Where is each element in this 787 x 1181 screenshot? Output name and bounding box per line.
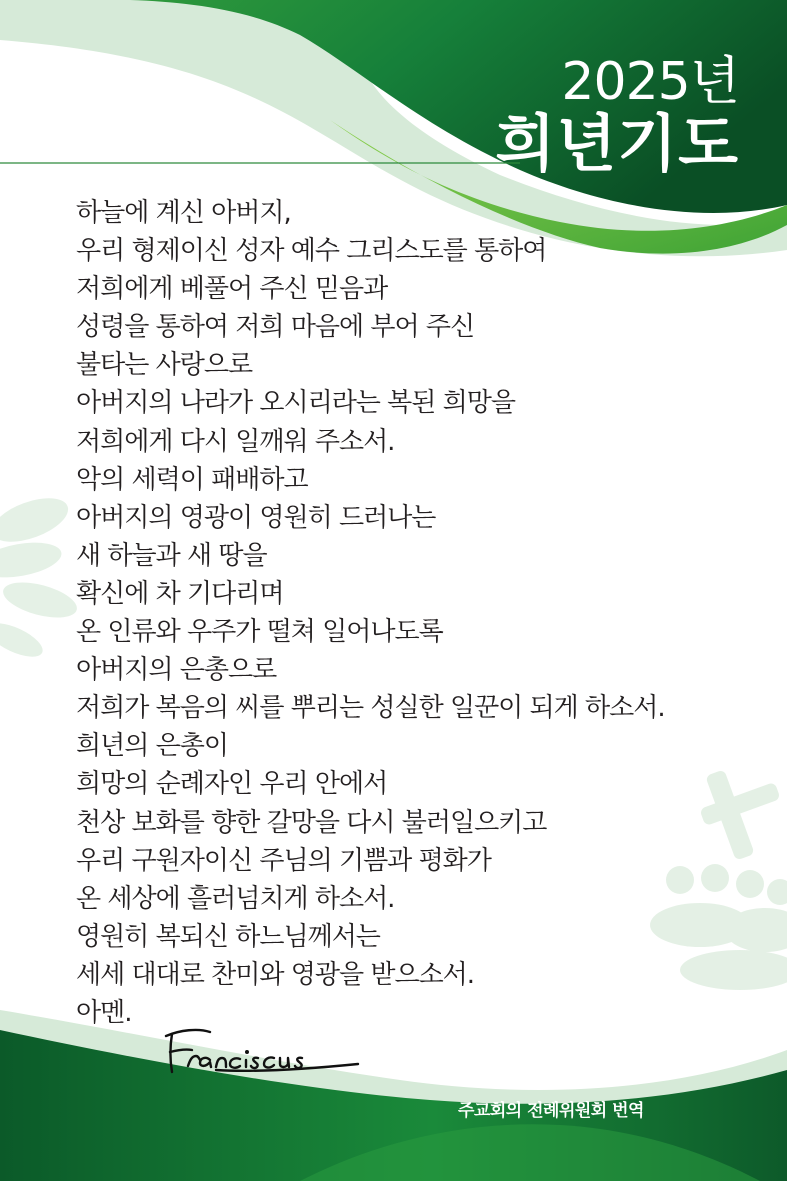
prayer-line: 하늘에 계신 아버지, <box>76 198 291 228</box>
prayer-text <box>76 194 756 1032</box>
signature-image <box>158 1024 398 1084</box>
prayer-line: 저희에게 다시 일깨워 주소서. <box>76 426 395 457</box>
prayer-line: 희년의 은총이 <box>76 731 228 762</box>
prayer-line: 천상 보화를 향한 갈망을 다시 불러일으키고 <box>76 807 547 838</box>
prayer-line: 세세 대대로 찬미와 영광을 받으소서. <box>76 959 475 990</box>
prayer-line: 우리 구원자이신 주님의 기쁨과 평화가 <box>76 845 491 876</box>
page-title: 희년기도 <box>495 107 739 180</box>
prayer-line: 저희가 복음의 씨를 뿌리는 성실한 일꾼이 되게 하소서. <box>76 693 665 724</box>
prayer-line: 우리 형제이신 성자 예수 그리스도를 통하여 <box>76 236 547 267</box>
prayer-line: 저희에게 베풀어 주신 믿음과 <box>76 274 388 305</box>
prayer-line: 희망의 순례자인 우리 안에서 <box>76 769 388 800</box>
prayer-line: 성령을 통하여 저희 마음에 부어 주신 <box>76 312 475 343</box>
translation-credit: 주교회의 전례위원회 번역 <box>458 1101 644 1121</box>
prayer-line: 아버지의 나라가 오시리라는 복된 희망을 <box>76 388 516 419</box>
prayer-line: 악의 세력이 패배하고 <box>76 464 308 495</box>
prayer-line: 아버지의 영광이 영원히 드러나는 <box>76 502 436 533</box>
prayer-line: 영원히 복되신 하느님께서는 <box>76 921 380 952</box>
prayer-line: 온 세상에 흘러넘치게 하소서. <box>76 883 395 914</box>
prayer-line: 불타는 사랑으로 <box>76 350 253 381</box>
prayer-line: 새 하늘과 새 땅을 <box>76 540 267 571</box>
prayer-line: 아멘. <box>76 997 132 1028</box>
prayer-line: 온 인류와 우주가 떨쳐 일어나도록 <box>76 617 443 648</box>
prayer-line: 확신에 차 기다리며 <box>76 578 284 609</box>
leaf-decoration-left <box>0 489 81 663</box>
header-year: 2025년 <box>561 52 739 112</box>
prayer-line: 아버지의 은총으로 <box>76 655 277 686</box>
